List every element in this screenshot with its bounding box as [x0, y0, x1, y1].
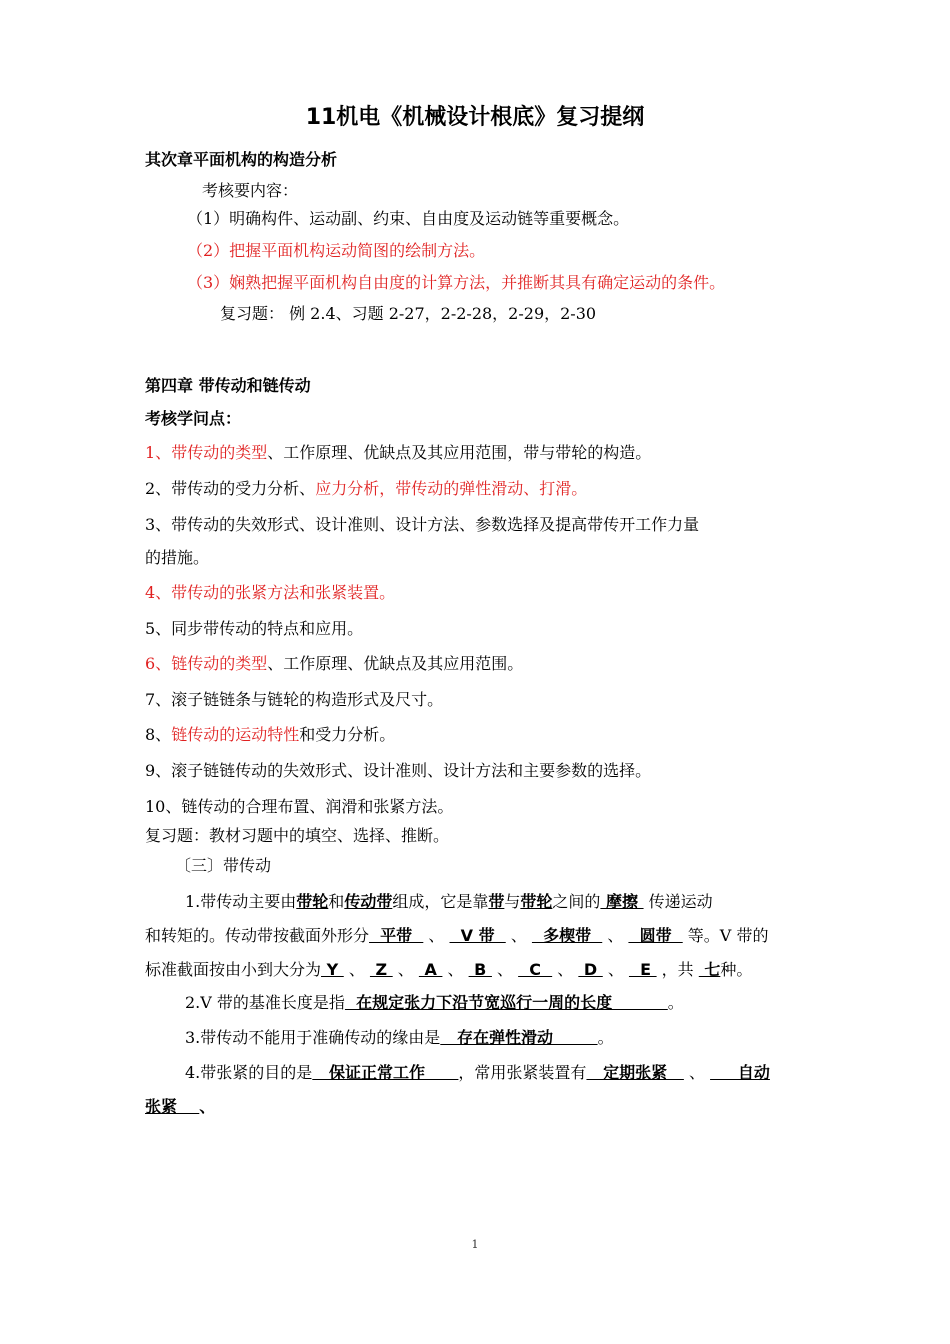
- q1-text: 、: [602, 926, 629, 945]
- question-1-line1: [185, 889, 713, 912]
- document-title: 11机电《机械设计根底》复习提纲: [305, 105, 645, 130]
- q4-answer: 定期张紧: [586, 1063, 684, 1082]
- q3-text: 。: [597, 1028, 614, 1047]
- q1-text: 和: [328, 892, 345, 911]
- chapter4-heading: 第四章 带传动和链传动: [145, 376, 311, 395]
- q1-answer: 传动带: [344, 892, 393, 911]
- point-2-highlight: 应力分析，带传动的弹性滑动、打滑。: [315, 479, 588, 498]
- q2-text: 。: [667, 993, 684, 1012]
- question-1-line2: [145, 923, 768, 946]
- ch4-point-2: [145, 476, 587, 499]
- q1-answer: 摩擦: [600, 892, 644, 911]
- ch4-review: 复习题：教材习题中的填空、选择、推断。: [145, 826, 450, 845]
- q1-answer: 带轮: [520, 892, 553, 911]
- ch4-points-label: 考核学问点：: [145, 409, 242, 428]
- q1-separator: 、: [602, 960, 629, 979]
- ch4-point-3-line2: 的措施。: [145, 548, 210, 567]
- question-1-line3: [145, 957, 752, 980]
- q1-separator: 、: [552, 960, 579, 979]
- q1-text: 和转矩的。传动带按截面外形分: [145, 926, 370, 945]
- q1-answer: 平带: [369, 926, 424, 945]
- q1-text: 种。: [720, 960, 753, 979]
- ch2-requirements-label: 考核要内容：: [202, 181, 299, 200]
- point-2-start: 2、带传动的受力分析、: [145, 479, 316, 498]
- chapter2-heading: 其次章平面机构的构造分析: [145, 150, 338, 169]
- q1-answer: 多楔带: [531, 926, 603, 945]
- q1-answer: 带轮: [296, 892, 329, 911]
- q2-answer: 在规定张力下沿节宽巡行一周的长度: [344, 993, 668, 1012]
- q1-answer: A: [418, 960, 443, 979]
- q1-answer: Y: [321, 960, 344, 979]
- ch4-point-9: 9、滚子链链传动的失效形式、设计准则、设计方法和主要参数的选择。: [145, 761, 652, 780]
- q1-text: 、: [505, 926, 532, 945]
- ch4-point-7: 7、滚子链链条与链轮的构造形式及尺寸。: [145, 690, 444, 709]
- point-8-number: 8、: [145, 725, 172, 744]
- q1-text: 标准截面按由小到大分为: [145, 960, 322, 979]
- point-6-highlight: 链传动的类型: [171, 654, 268, 673]
- question-4-line2: [145, 1094, 215, 1117]
- point-8-rest: 和受力分析。: [299, 725, 396, 744]
- q1-text: 与: [504, 892, 521, 911]
- point-1-number: 1、: [145, 443, 172, 462]
- q4-text: 、: [683, 1063, 711, 1082]
- q2-text: 2.V 带的基准长度是指: [185, 993, 345, 1012]
- ch4-point-3-line1: 3、带传动的失效形式、设计准则、设计方法、参数选择及提高带传开工作力量: [145, 515, 700, 534]
- q1-separator: 、: [343, 960, 370, 979]
- q1-answer: B: [468, 960, 492, 979]
- q4-text: ，常用张紧装置有: [458, 1063, 587, 1082]
- ch2-item-1: （1）明确构件、运动副、约束、自由度及运动链等重要概念。: [187, 209, 630, 228]
- q1-answer: V 带: [449, 926, 506, 945]
- q1-text: 等。V 带的: [682, 926, 769, 945]
- ch2-item-3: （3）娴熟把握平面机构自由度的计算方法，并推断其具有确定运动的条件。: [187, 273, 726, 292]
- ch4-point-1: [145, 440, 651, 463]
- ch4-point-4: 4、带传动的张紧方法和张紧装置。: [145, 583, 396, 602]
- q4-answer: 自动: [710, 1063, 770, 1082]
- q4-answer: 张紧: [145, 1097, 200, 1116]
- q1-separator: 、: [491, 960, 519, 979]
- section-belt-drive: 〔三〕带传动: [175, 856, 272, 875]
- ch4-point-8: [145, 722, 395, 745]
- q1-answer: 带: [488, 892, 505, 911]
- q1-text: ，共: [656, 960, 699, 979]
- q1-answer: C: [518, 960, 553, 979]
- point-1-rest: 、工作原理、优缺点及其应用范围，带与带轮的构造。: [267, 443, 652, 462]
- ch2-review: 复习题： 例 2.4、习题 2-27，2-2-28，2-29，2-30: [220, 304, 597, 323]
- q3-text: 3.带传动不能用于准确传动的缘由是: [185, 1028, 441, 1047]
- q1-text: 传递运动: [643, 892, 713, 911]
- q1-text: 之间的: [552, 892, 601, 911]
- q1-answer: E: [628, 960, 657, 979]
- ch4-point-6: [145, 651, 523, 674]
- question-4-line1: [185, 1060, 770, 1083]
- point-1-highlight: 带传动的类型: [171, 443, 268, 462]
- q4-text: 、: [199, 1097, 216, 1116]
- q1-text: 组成，它是靠: [392, 892, 489, 911]
- q1-answer: 圆带: [628, 926, 683, 945]
- point-6-number: 6、: [145, 654, 172, 673]
- q4-text: 4.带张紧的目的是: [185, 1063, 313, 1082]
- ch4-point-10: 10、链传动的合理布置、润滑和张紧方法。: [145, 797, 454, 816]
- q4-answer: 保证正常工作: [312, 1063, 459, 1082]
- q1-answer: D: [578, 960, 603, 979]
- page-number: 1: [471, 1238, 479, 1251]
- q1-separator: 、: [442, 960, 469, 979]
- q1-answer: Z: [369, 960, 393, 979]
- ch2-item-2: （2）把握平面机构运动简图的绘制方法。: [187, 241, 486, 260]
- point-6-rest: 、工作原理、优缺点及其应用范围。: [267, 654, 524, 673]
- ch4-point-5: 5、同步带传动的特点和应用。: [145, 619, 364, 638]
- q3-answer: 存在弹性滑动: [440, 1028, 598, 1047]
- q1-separator: 、: [392, 960, 419, 979]
- q1-text: 、: [423, 926, 450, 945]
- q1-text: 1.带传动主要由: [185, 892, 297, 911]
- point-8-highlight: 链传动的运动特性: [171, 725, 300, 744]
- question-2: [185, 990, 684, 1013]
- q1-answer: 七: [698, 960, 721, 979]
- question-3: [185, 1025, 614, 1048]
